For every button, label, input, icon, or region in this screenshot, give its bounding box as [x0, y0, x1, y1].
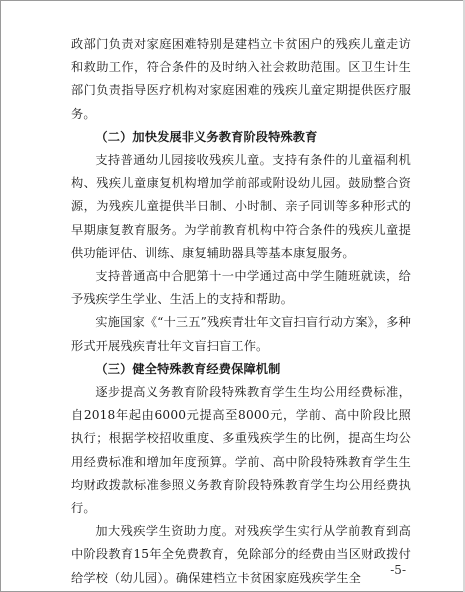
page-body: [71, 33, 411, 590]
paragraph-2: 支持普通幼儿园接收残疾儿童。支持有条件的儿童福利机构、残疾儿童康复机构增加学前部或附设幼儿园。鼓励整合资源，为残疾儿童提供半日制、小时制、亲子同训等多种形式的早期康复教育服务。为学前教育机构中符合条件的残疾儿童提供功能评估、训练、康复辅助器具等基本康复服务。: [71, 153, 411, 260]
paragraph-4: 实施国家《“十三五”残疾青壮年文盲扫盲行动方案》，多种形式开展残疾青壮年文盲扫盲工作。: [71, 315, 411, 353]
section-heading-2: （二）加快发展非义务教育阶段特殊教育: [95, 129, 318, 144]
section-heading-3: （三）健全特殊教育经费保障机制: [95, 361, 281, 376]
paragraph-6: 加大残疾学生资助力度。对残疾学生实行从学前教育到高中阶段教育15年全免费教育，免除部分的经费由当区财政拨付给学校（幼儿园）。确保建档立卡贫困家庭残疾学生全: [71, 524, 411, 585]
page-number: -5-: [390, 563, 406, 577]
paragraph-1: 政部门负责对家庭困难特别是建档立卡贫困户的残疾儿童走访和救助工作，符合条件的及时纳入社会救助范围。区卫生计生部门负责指导医疗机构对家庭困难的残疾儿童定期提供医疗服务。: [71, 37, 411, 121]
paragraph-5: 逐步提高义务教育阶段特殊教育学生生均公用经费标准，自2018年起由6000元提高至8000元，学前、高中阶段比照执行；根据学校招收重度、多重残疾学生的比例，提高生均公用经费标准和增加年度预算。学前、高中阶段特殊教育学生生均财政拨款标准参照义务教育阶段特殊教育学生均公用经费执行。: [71, 385, 411, 516]
paragraph-3: 支持普通高中合肥第十一中学通过高中学生随班就读，给予残疾学生学业、生活上的支持和帮助。: [71, 269, 411, 307]
